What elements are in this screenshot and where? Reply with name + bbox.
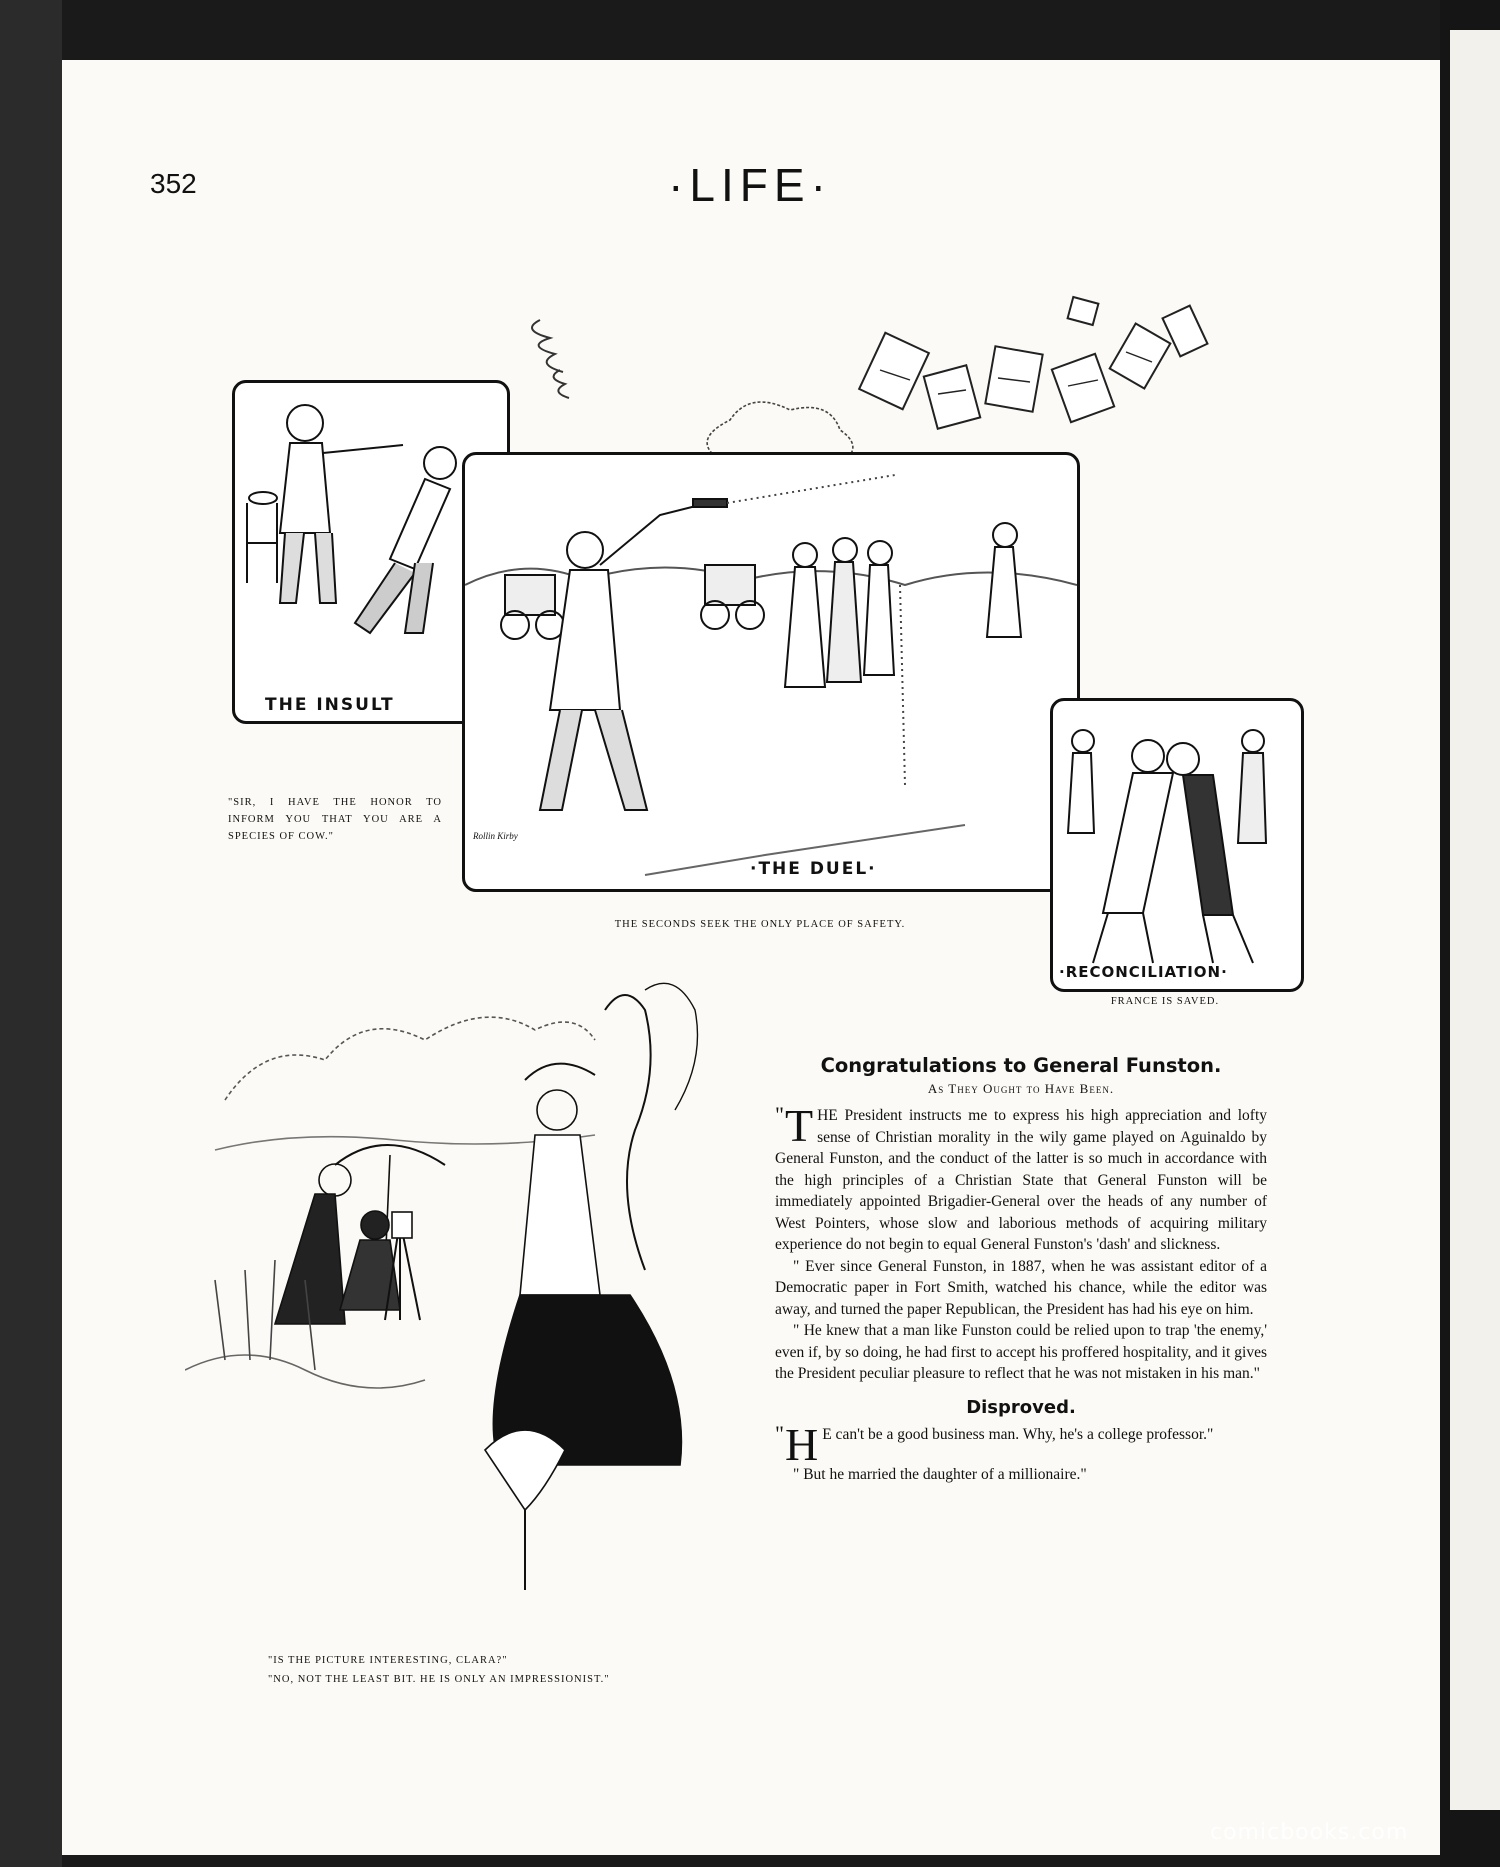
duel-signature: Rollin Kirby [473, 831, 518, 841]
article-paragraph-3: " He knew that a man like Funston could be relied upon to trap 'the enemy,' even if, by so doing, he had first to accept his proffered hospitality, and it gives the President peculiar pleasure to reflect that he was not mistaken in his man." [775, 1322, 1267, 1382]
page-number: 352 [150, 168, 197, 199]
reconciliation-caption: FRANCE IS SAVED. [1110, 996, 1220, 1007]
article-paragraph-2: " Ever since General Funston, in 1887, when he was assistant editor of a Democratic paper in Fort Smith, watched his chance, while the editor was away, and turned the paper Republican, the President has had his eye on him. [775, 1257, 1267, 1318]
article-paragraph-1-text: HE President instructs me to express his high appreciation and lofty sense of Christian morality in the wily game played on Aguinaldo by General Funston, and the conduct of the latter is so much in accordance with the high principles of a Christian State that General Funston will be immediately appointed Brigadier-General over the heads of any number of West Pointers, whose slow and laborious methods of acquiring military experience do not begin to equal General Funston's 'dash' and slickness. [775, 1107, 1267, 1253]
disproved-title: Disproved. [966, 1396, 1076, 1418]
panel-the-duel [462, 452, 1080, 892]
article-open-quote: " [775, 1102, 784, 1127]
reconciliation-label: ·RECONCILIATION· [1059, 963, 1228, 981]
reconciliation-drawing [1053, 701, 1301, 989]
page-shadow-left [0, 0, 62, 1867]
painter-landscape-illustration [185, 950, 755, 1590]
panel-reconciliation [1050, 698, 1304, 992]
masthead: ·LIFE· [668, 159, 832, 211]
illustration-caption-line2: "NO, NOT THE LEAST BIT. HE IS ONLY AN IMPRESSIONIST." [268, 1674, 610, 1685]
site-watermark: comicbooks.com [1210, 1820, 1409, 1845]
disproved-dropcap: H [784, 1418, 819, 1470]
illustration-caption-line1: "IS THE PICTURE INTERESTING, CLARA?" [268, 1655, 508, 1666]
disproved-paragraph-2: " But he married the daughter of a millionaire." [793, 1465, 1087, 1483]
article-title: Congratulations to General Funston. [820, 1054, 1222, 1077]
disproved-paragraph-1 [775, 1418, 1267, 1470]
insult-label: THE INSULT [265, 695, 395, 715]
disproved-open-quote: " [775, 1420, 784, 1446]
insult-caption: "SIR, I HAVE THE HONOR TO INFORM YOU THAT YOU ARE A SPECIES OF COW." [228, 797, 442, 842]
duel-caption: THE SECONDS SEEK THE ONLY PLACE OF SAFETY. [614, 919, 906, 930]
duel-label: ·THE DUEL· [750, 859, 877, 879]
article-dropcap: T [784, 1100, 814, 1151]
duel-drawing [465, 455, 1077, 889]
article-subtitle: As They Ought to Have Been. [927, 1081, 1115, 1096]
article-paragraph-1 [775, 1100, 1267, 1256]
disproved-paragraph-1-text: E can't be a good business man. Why, he's a college professor." [822, 1425, 1214, 1443]
article-column [775, 1054, 1267, 1485]
next-page-edge [1450, 30, 1500, 1810]
